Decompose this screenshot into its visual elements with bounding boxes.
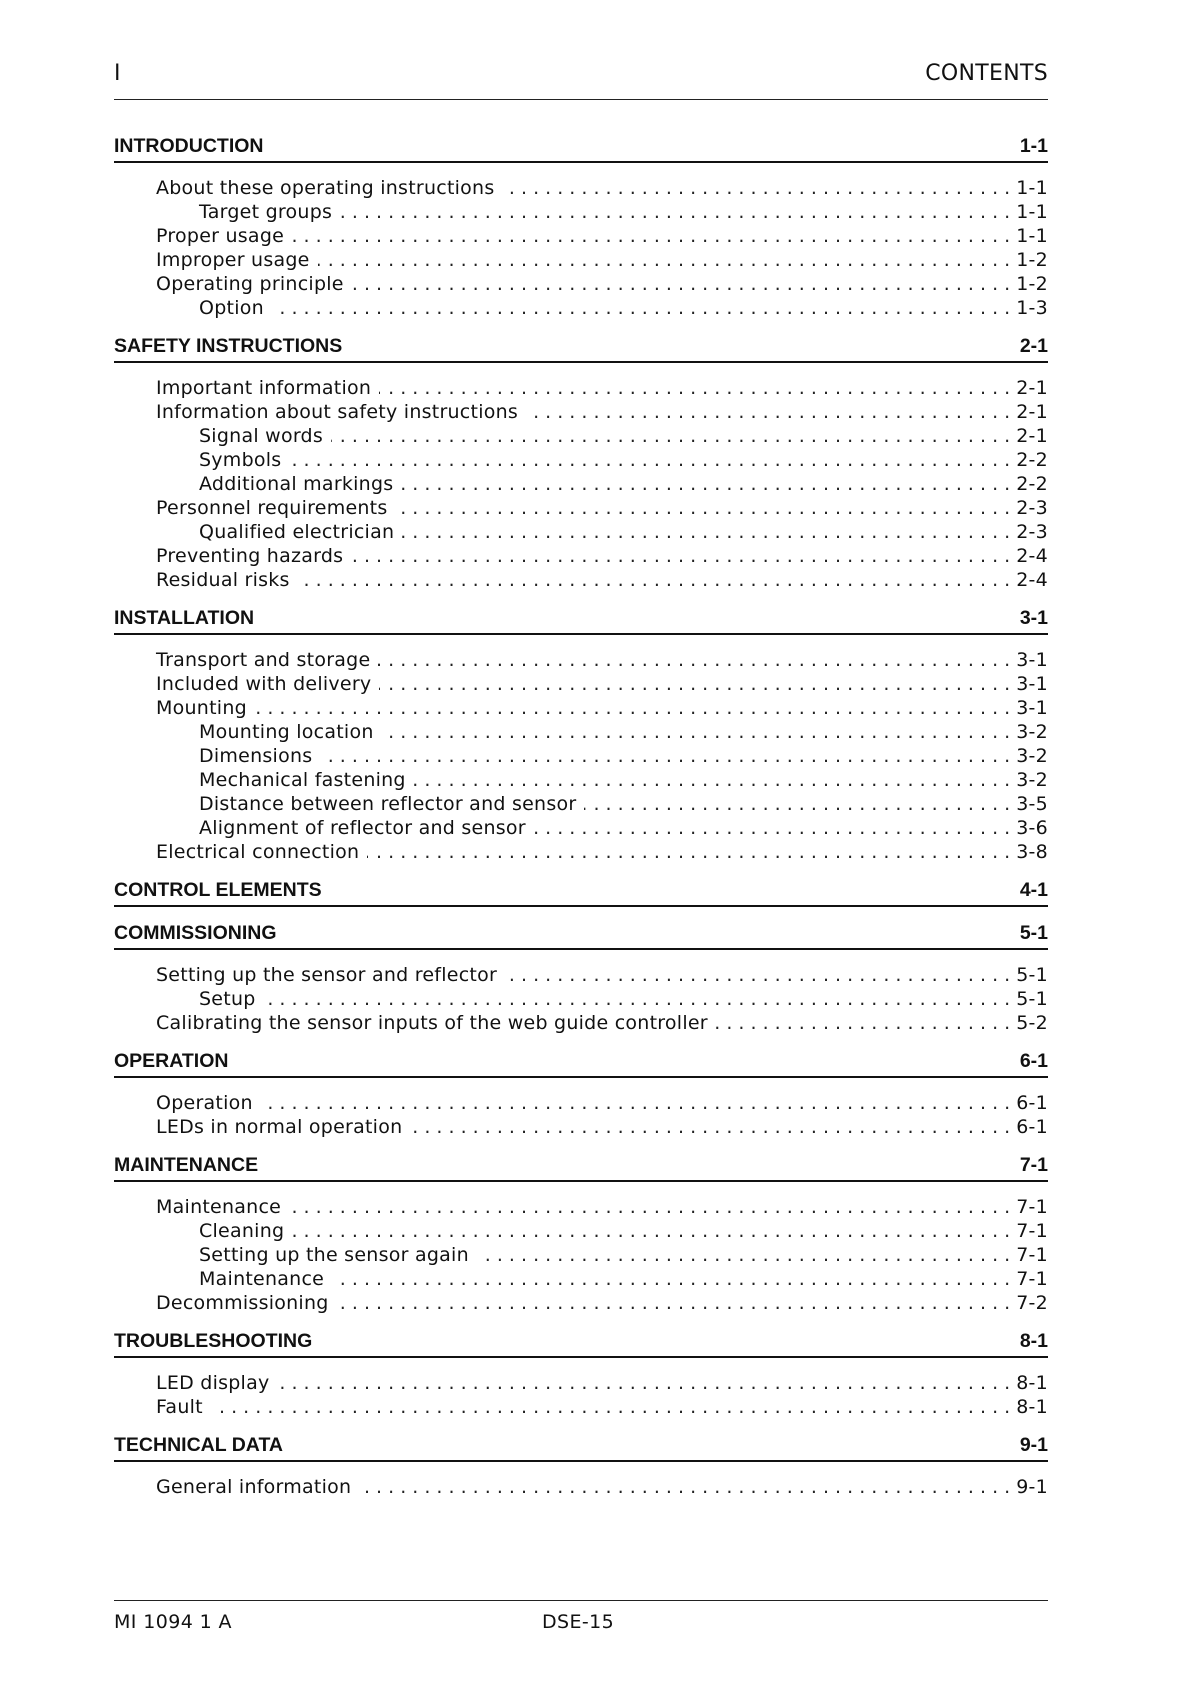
toc-entry-page-number: 1-1 (1016, 201, 1048, 223)
document-page (114, 0, 1048, 1685)
toc-entry[interactable] (114, 400, 1048, 424)
toc-entry[interactable] (114, 987, 1048, 1011)
table-of-contents (114, 134, 1048, 1513)
dot-leader (414, 768, 1010, 792)
toc-entry-page-number: 1-3 (1016, 297, 1048, 319)
section-title: CONTROL ELEMENTS (114, 879, 322, 901)
toc-entry-title: Information about safety instructions (156, 401, 519, 423)
toc-entry-title: Electrical connection (156, 841, 360, 863)
toc-entry[interactable] (114, 472, 1048, 496)
toc-entry[interactable] (114, 520, 1048, 544)
dot-leader (477, 1243, 1010, 1267)
dot-leader (261, 1091, 1010, 1115)
toc-entry-page-number: 2-4 (1016, 545, 1048, 567)
dot-leader (211, 1395, 1010, 1419)
dot-leader (292, 224, 1010, 248)
toc-section-heading[interactable] (114, 1329, 1048, 1358)
toc-entry[interactable] (114, 672, 1048, 696)
toc-entry[interactable] (114, 1475, 1048, 1499)
toc-entry-page-number: 5-1 (1016, 964, 1048, 986)
toc-entry-title: Symbols (199, 449, 282, 471)
section-page-number: 4-1 (1019, 879, 1048, 901)
section-page-number: 3-1 (1019, 607, 1048, 629)
toc-entry[interactable] (114, 1219, 1048, 1243)
toc-entry-title: LEDs in normal operation (156, 1116, 403, 1138)
toc-entry-title: Operation (156, 1092, 253, 1114)
toc-section (114, 1329, 1048, 1419)
toc-entry-page-number: 2-3 (1016, 521, 1048, 543)
toc-entry-title: Target groups (199, 201, 333, 223)
dot-leader (277, 1371, 1010, 1395)
document-id: MI 1094 1 A (114, 1611, 232, 1633)
toc-entry-page-number: 3-8 (1016, 841, 1048, 863)
toc-entry-title: Qualified electrician (199, 521, 395, 543)
toc-entry-title: Setting up the sensor again (199, 1244, 469, 1266)
dot-leader (292, 1219, 1010, 1243)
section-page-number: 7-1 (1019, 1154, 1048, 1176)
toc-entry-title: Additional markings (199, 473, 394, 495)
toc-section (114, 1153, 1048, 1315)
toc-entry[interactable] (114, 1011, 1048, 1035)
toc-entry-page-number: 6-1 (1016, 1092, 1048, 1114)
toc-entry[interactable] (114, 1115, 1048, 1139)
section-page-number: 6-1 (1019, 1050, 1048, 1072)
toc-section-heading[interactable] (114, 1153, 1048, 1182)
toc-entry-title: Proper usage (156, 225, 285, 247)
section-page-number: 9-1 (1019, 1434, 1048, 1456)
toc-entry-title: Improper usage (156, 249, 310, 271)
page-number-label: I (114, 61, 121, 86)
toc-section (114, 334, 1048, 592)
toc-entry-title: Preventing hazards (156, 545, 344, 567)
toc-entry-title: Maintenance (156, 1196, 282, 1218)
toc-entry-title: Transport and storage (156, 649, 371, 671)
toc-entry-title: Mechanical fastening (199, 769, 406, 791)
toc-entry-title: General information (156, 1476, 352, 1498)
toc-entry[interactable] (114, 1091, 1048, 1115)
section-page-number: 1-1 (1019, 135, 1048, 157)
toc-entry[interactable] (114, 1395, 1048, 1419)
toc-entry[interactable] (114, 1267, 1048, 1291)
toc-entry-title: Cleaning (199, 1220, 285, 1242)
dot-leader (401, 472, 1010, 496)
dot-leader (379, 672, 1010, 696)
dot-leader (503, 176, 1011, 200)
toc-entry-page-number: 3-6 (1016, 817, 1048, 839)
toc-section-heading[interactable] (114, 1433, 1048, 1462)
toc-entry-page-number: 1-2 (1016, 273, 1048, 295)
toc-entry-page-number: 3-1 (1016, 673, 1048, 695)
toc-entry-page-number: 6-1 (1016, 1116, 1048, 1138)
section-title: MAINTENANCE (114, 1154, 259, 1176)
toc-entry-page-number: 3-2 (1016, 769, 1048, 791)
dot-leader (255, 696, 1010, 720)
toc-entry-title: Dimensions (199, 745, 313, 767)
toc-entry-page-number: 2-1 (1016, 425, 1048, 447)
toc-entry[interactable] (114, 648, 1048, 672)
toc-entry-page-number: 3-1 (1016, 697, 1048, 719)
toc-entry-title: Maintenance (199, 1268, 325, 1290)
section-title: OPERATION (114, 1050, 229, 1072)
dot-leader (352, 272, 1010, 296)
toc-entry-title: Mounting (156, 697, 247, 719)
section-title: TECHNICAL DATA (114, 1434, 283, 1456)
toc-entry[interactable] (114, 424, 1048, 448)
toc-entry[interactable] (114, 1371, 1048, 1395)
dot-leader (351, 544, 1010, 568)
toc-entry-page-number: 1-2 (1016, 249, 1048, 271)
toc-entry-title: Operating principle (156, 273, 344, 295)
toc-entry-title: Included with delivery (156, 673, 372, 695)
page-title: CONTENTS (925, 61, 1048, 86)
toc-section (114, 1049, 1048, 1139)
dot-leader (410, 1115, 1010, 1139)
toc-entry[interactable] (114, 568, 1048, 592)
toc-entry-title: Signal words (199, 425, 324, 447)
dot-leader (378, 648, 1010, 672)
dot-leader (382, 720, 1011, 744)
toc-entry-page-number: 1-1 (1016, 225, 1048, 247)
toc-entry-page-number: 5-2 (1016, 1012, 1048, 1034)
toc-entry[interactable] (114, 376, 1048, 400)
dot-leader (320, 744, 1010, 768)
dot-leader (505, 963, 1010, 987)
toc-entry-page-number: 7-1 (1016, 1244, 1048, 1266)
section-title: INSTALLATION (114, 607, 255, 629)
toc-entry-title: Fault (156, 1396, 203, 1418)
toc-entry[interactable] (114, 963, 1048, 987)
toc-entry[interactable] (114, 296, 1048, 320)
toc-entry-page-number: 8-1 (1016, 1372, 1048, 1394)
toc-entry[interactable] (114, 544, 1048, 568)
toc-entry[interactable] (114, 696, 1048, 720)
toc-section (114, 921, 1048, 1035)
toc-entry[interactable] (114, 744, 1048, 768)
toc-entry-title: Residual risks (156, 569, 290, 591)
toc-section (114, 1433, 1048, 1499)
dot-leader (402, 520, 1010, 544)
toc-entry-page-number: 2-2 (1016, 449, 1048, 471)
toc-entry-page-number: 2-4 (1016, 569, 1048, 591)
section-page-number: 8-1 (1019, 1330, 1048, 1352)
toc-section (114, 606, 1048, 864)
toc-entry-page-number: 3-1 (1016, 649, 1048, 671)
dot-leader (289, 1195, 1010, 1219)
toc-entry[interactable] (114, 224, 1048, 248)
toc-entry[interactable] (114, 1291, 1048, 1315)
toc-section-heading[interactable] (114, 921, 1048, 950)
toc-entry-page-number: 2-3 (1016, 497, 1048, 519)
toc-entry[interactable] (114, 840, 1048, 864)
toc-entry-page-number: 2-2 (1016, 473, 1048, 495)
section-title: COMMISSIONING (114, 922, 277, 944)
toc-entry-page-number: 3-5 (1016, 793, 1048, 815)
toc-entry[interactable] (114, 720, 1048, 744)
toc-entry-page-number: 7-2 (1016, 1292, 1048, 1314)
dot-leader (359, 1475, 1010, 1499)
dot-leader (331, 424, 1010, 448)
toc-entry[interactable] (114, 248, 1048, 272)
toc-entry-title: Decommissioning (156, 1292, 329, 1314)
toc-entry-page-number: 7-1 (1016, 1220, 1048, 1242)
dot-leader (396, 496, 1011, 520)
dot-leader (716, 1011, 1010, 1035)
toc-section (114, 878, 1048, 907)
toc-entry[interactable] (114, 1243, 1048, 1267)
device-model: DSE-15 (542, 1611, 615, 1633)
dot-leader (298, 568, 1011, 592)
toc-entry-title: Alignment of reflector and sensor (199, 817, 526, 839)
dot-leader (379, 376, 1010, 400)
toc-entry[interactable] (114, 448, 1048, 472)
dot-leader (289, 448, 1010, 472)
page-footer (114, 1600, 1048, 1641)
toc-entry[interactable] (114, 792, 1048, 816)
dot-leader (584, 792, 1010, 816)
toc-entry[interactable] (114, 272, 1048, 296)
toc-section-heading[interactable] (114, 1049, 1048, 1078)
toc-entry-page-number: 2-1 (1016, 401, 1048, 423)
toc-entry[interactable] (114, 816, 1048, 840)
toc-entry-title: Calibrating the sensor inputs of the web guide controller (156, 1012, 708, 1034)
dot-leader (264, 987, 1011, 1011)
toc-entry-title: Distance between reflector and sensor (199, 793, 577, 815)
toc-entry-page-number: 9-1 (1016, 1476, 1048, 1498)
toc-entry[interactable] (114, 1195, 1048, 1219)
toc-entry-page-number: 3-2 (1016, 745, 1048, 767)
section-title: TROUBLESHOOTING (114, 1330, 313, 1352)
section-title: SAFETY INSTRUCTIONS (114, 335, 343, 357)
toc-entry-title: Setup (199, 988, 256, 1010)
toc-entry-title: About these operating instructions (156, 177, 495, 199)
dot-leader (332, 1267, 1010, 1291)
toc-entry-page-number: 2-1 (1016, 377, 1048, 399)
toc-entry-title: Setting up the sensor and reflector (156, 964, 498, 986)
toc-entry-title: LED display (156, 1372, 270, 1394)
toc-section-heading[interactable] (114, 878, 1048, 907)
toc-entry-title: Option (199, 297, 264, 319)
toc-entry-page-number: 7-1 (1016, 1196, 1048, 1218)
dot-leader (534, 816, 1010, 840)
page-header (114, 60, 1048, 100)
section-page-number: 5-1 (1019, 922, 1048, 944)
toc-section-heading[interactable] (114, 334, 1048, 363)
dot-leader (337, 1291, 1011, 1315)
toc-entry-title: Mounting location (199, 721, 374, 743)
toc-entry-page-number: 1-1 (1016, 177, 1048, 199)
dot-leader (340, 200, 1010, 224)
toc-entry[interactable] (114, 768, 1048, 792)
section-title: INTRODUCTION (114, 135, 264, 157)
toc-entry[interactable] (114, 496, 1048, 520)
toc-entry-page-number: 5-1 (1016, 988, 1048, 1010)
toc-entry[interactable] (114, 200, 1048, 224)
toc-section (114, 134, 1048, 320)
dot-leader (318, 248, 1011, 272)
section-page-number: 2-1 (1019, 335, 1048, 357)
toc-section-heading[interactable] (114, 606, 1048, 635)
toc-entry-title: Personnel requirements (156, 497, 388, 519)
dot-leader (367, 840, 1010, 864)
toc-entry-page-number: 7-1 (1016, 1268, 1048, 1290)
toc-entry-title: Important information (156, 377, 372, 399)
toc-section-heading[interactable] (114, 134, 1048, 163)
dot-leader (272, 296, 1010, 320)
toc-entry[interactable] (114, 176, 1048, 200)
toc-entry-page-number: 3-2 (1016, 721, 1048, 743)
dot-leader (526, 400, 1010, 424)
toc-entry-page-number: 8-1 (1016, 1396, 1048, 1418)
